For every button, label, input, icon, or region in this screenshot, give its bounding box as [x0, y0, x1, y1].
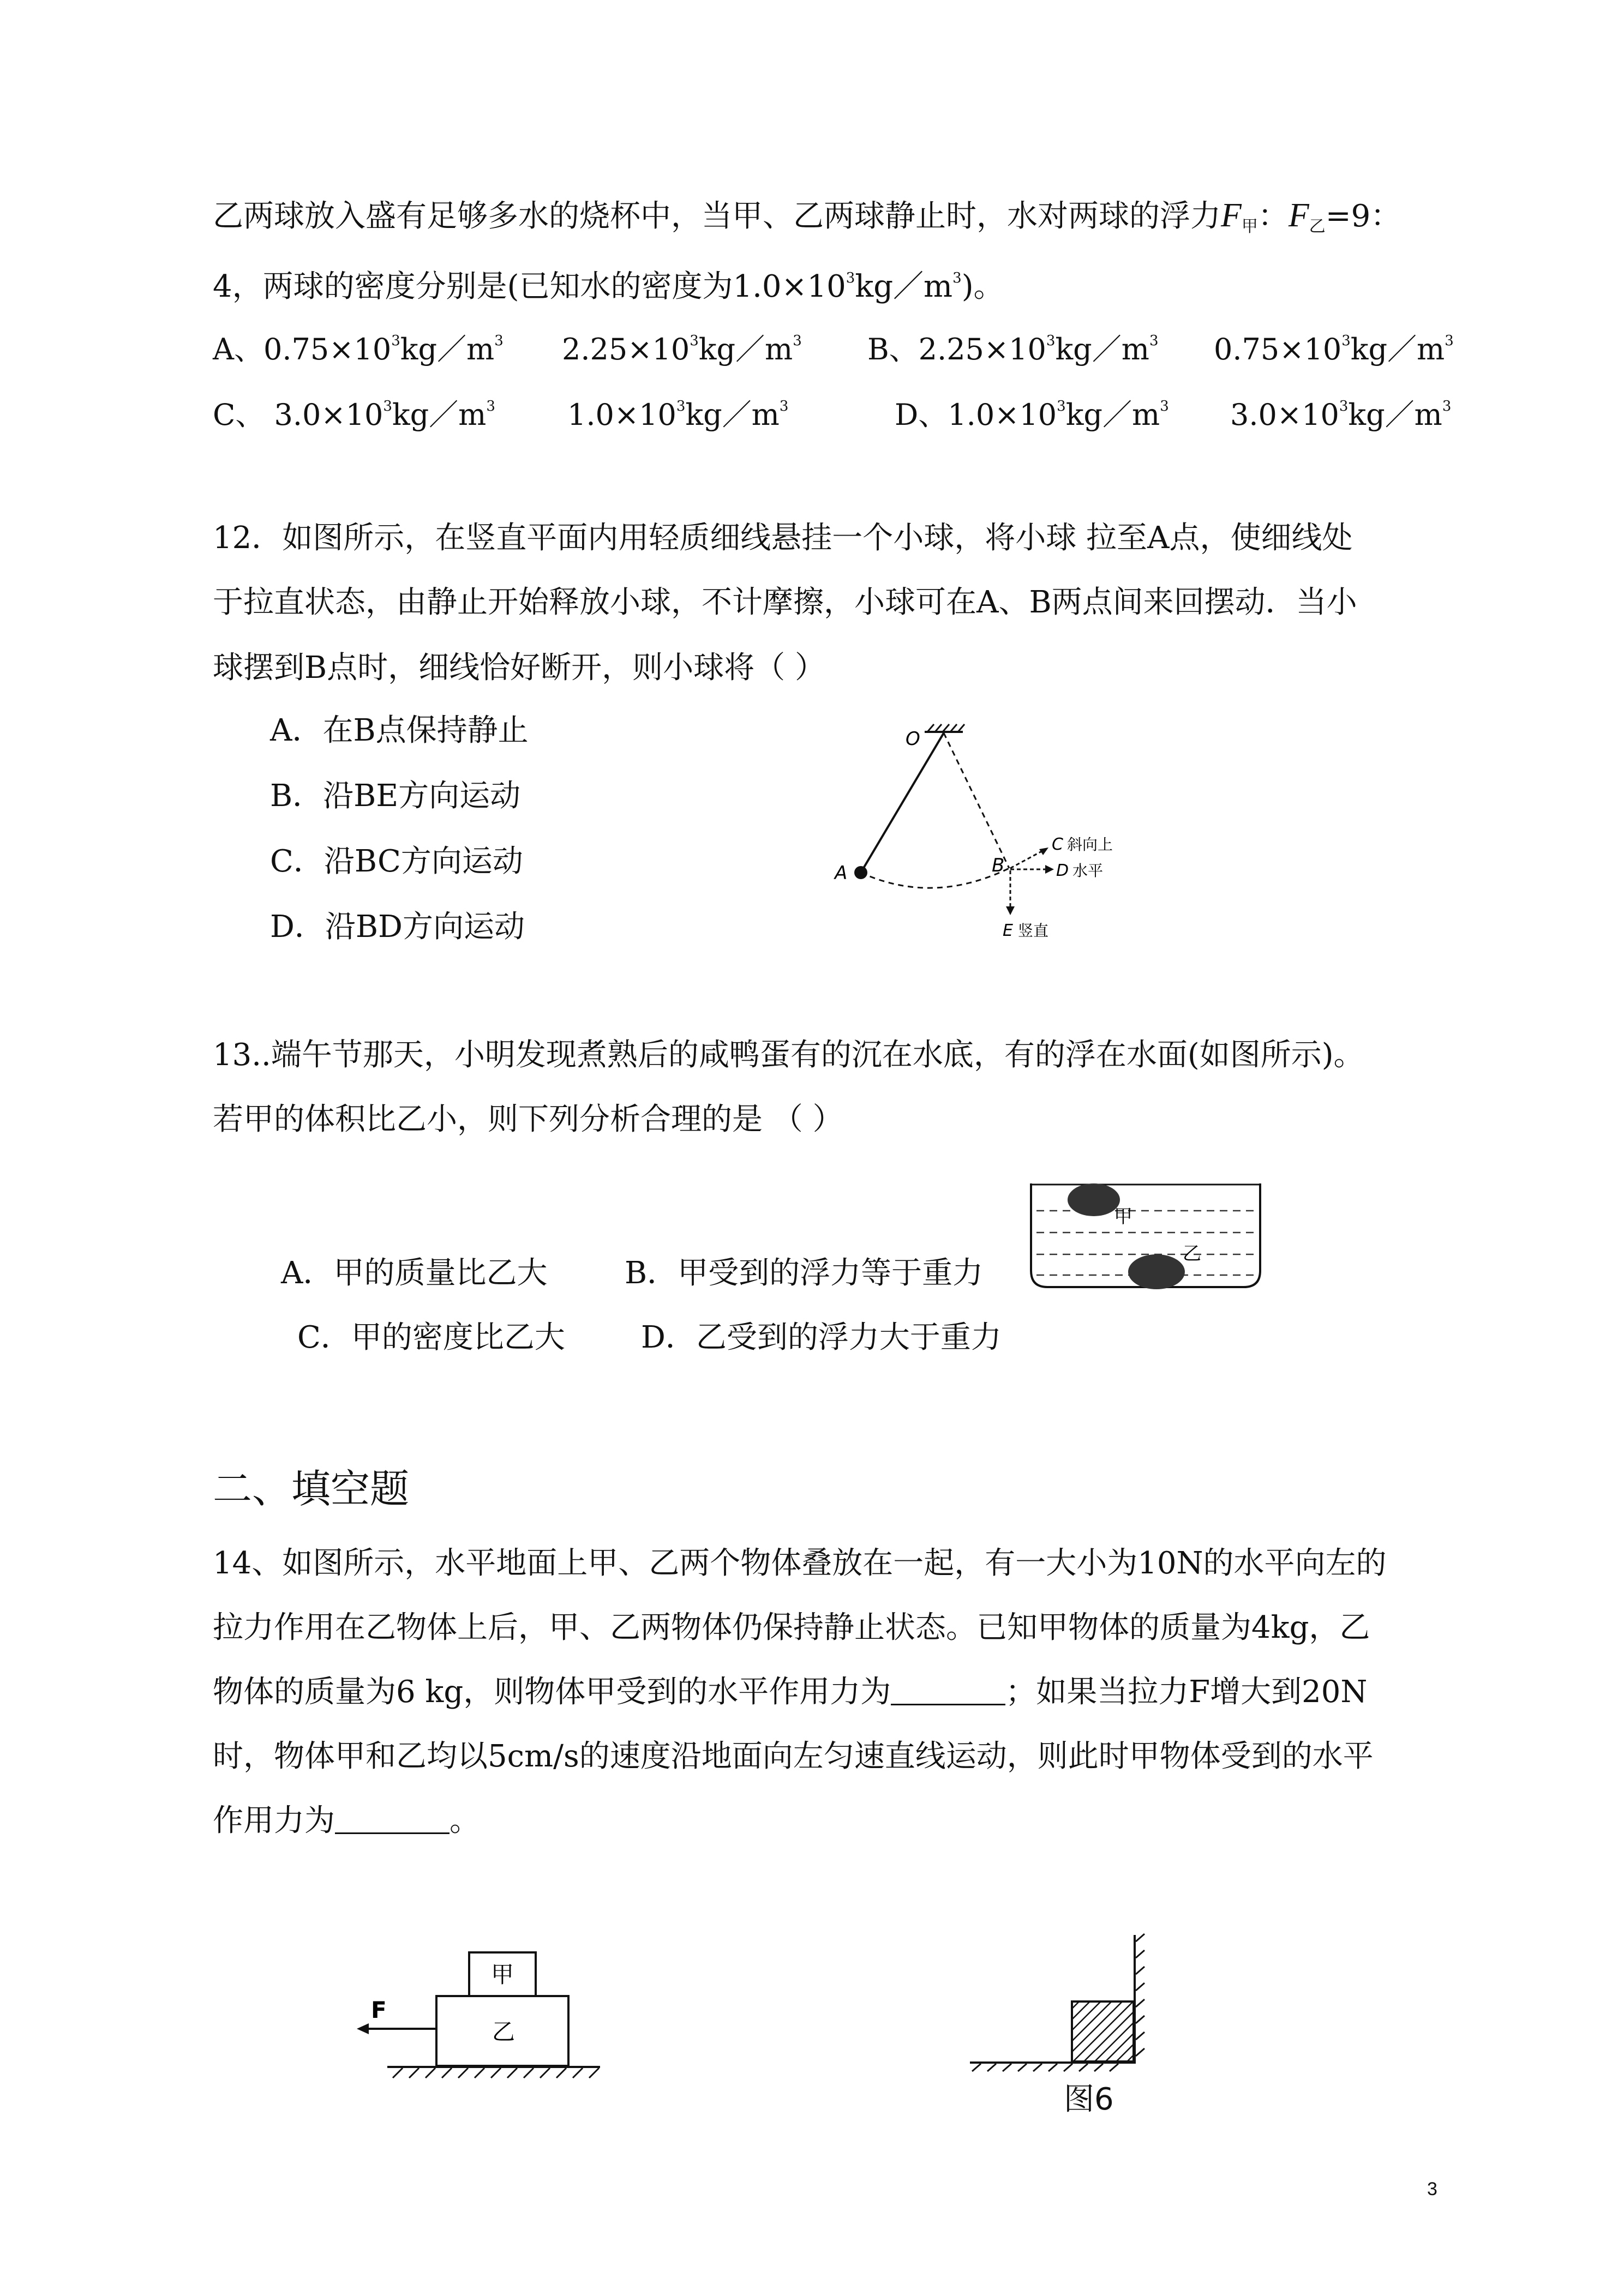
page-number: 3	[1427, 2179, 1437, 2199]
q13-option-a: A．甲的质量比乙大	[281, 1255, 548, 1291]
q14-line-2: 拉力作用在乙物体上后，甲、乙两物体仍保持静止状态。已知甲物体的质量为4kg，乙	[213, 1610, 1370, 1645]
label-b: B	[992, 855, 1005, 876]
q11-line-1: 乙两球放入盛有足够多水的烧杯中，当甲、乙两球静止时，水对两球的浮力$F_甲$：$F_乙=9$：	[213, 197, 1401, 236]
q11-line-2: 4，两球的密度分别是(已知水的密度为$1.0\times 10^3kg/m^3$)。	[213, 269, 1004, 304]
stacked-blocks-figure	[338, 1931, 644, 2094]
ball-icon	[854, 866, 867, 879]
force-arrow-icon	[357, 2023, 369, 2034]
q12-option-c: C．沿BC方向运动	[270, 844, 523, 879]
label-jia: 甲	[1114, 1206, 1132, 1228]
q11-option-b: B、$2.25\times 10^3kg/m^3$	[867, 332, 1159, 366]
q14-line-1: 14、如图所示，水平地面上甲、乙两个物体叠放在一起，有一大小为10N的水平向左的	[213, 1546, 1387, 1581]
q14-line-5: 作用力为 。	[213, 1803, 480, 1838]
q11-option-b-2: $0.75\times 10^3kg/m^3$	[1214, 332, 1454, 366]
section-heading: 二、填空题	[213, 1466, 410, 1512]
q13-option-b: B．甲受到的浮力等于重力	[625, 1255, 984, 1291]
label-yi: 乙	[1183, 1243, 1201, 1265]
answer-blank-1[interactable]	[891, 1676, 1005, 1705]
label-c-text: 斜向上	[1067, 836, 1113, 854]
q11-option-a-2: $2.25\times 10^3kg/m^3$	[562, 332, 802, 366]
label-f: F	[371, 1997, 387, 2023]
q11-option-c: C、 $3.0\times 10^3kg/m^3$	[213, 398, 495, 432]
q14-line-4: 时，物体甲和乙均以5cm/s的速度沿地面向左匀速直线运动，则此时甲物体受到的水平	[213, 1739, 1374, 1774]
q11-option-d: D、$1.0\times 10^3kg/m^3$	[895, 398, 1169, 432]
label-e-text: 竖直	[1018, 922, 1049, 940]
label-o: O	[906, 728, 920, 750]
label-yi-block: 乙	[492, 2018, 516, 2045]
label-jia-block: 甲	[491, 1961, 514, 1988]
egg-yi-icon	[1128, 1254, 1185, 1289]
q13-option-d: D．乙受到的浮力大于重力	[641, 1320, 1002, 1355]
q12-option-b: B．沿BE方向运动	[270, 778, 521, 814]
q12-line-2: 于拉直状态，由静止开始释放小球，不计摩擦，小球可在A、B两点间来回摆动．当小	[213, 585, 1357, 620]
label-d-text: 水平	[1072, 862, 1104, 880]
answer-blank-2[interactable]	[335, 1805, 450, 1834]
q12-option-a: A．在B点保持静止	[270, 713, 529, 748]
label-a: A	[835, 862, 848, 884]
q11-option-d-2: $3.0\times 10^3kg/m^3$	[1230, 398, 1452, 432]
q11-option-c-2: $1.0\times 10^3kg/m^3$	[567, 398, 789, 432]
figure-6-caption: 图6	[1064, 2082, 1114, 2117]
q12-line-3: 球摆到B点时，细线恰好断开，则小球将（ ）	[213, 650, 825, 686]
label-c: C	[1052, 835, 1063, 854]
q12-line-1: 12．如图所示，在竖直平面内用轻质细线悬挂一个小球，将小球 拉至A点，使细线处	[213, 520, 1353, 556]
q13-line-2: 若甲的体积比乙小，则下列分析合理的是 （ ）	[213, 1102, 843, 1137]
hatched-block	[1072, 2002, 1134, 2061]
q14-line-3: 物体的质量为6 kg，则物体甲受到的水平作用力为 ；如果当拉力F增大到20N	[213, 1674, 1368, 1710]
q13-line-1: 13..端午节那天，小明发现煮熟后的咸鸭蛋有的沉在水底，有的浮在水面(如图所示)。	[213, 1037, 1364, 1073]
q13-option-c: C．甲的密度比乙大	[297, 1320, 565, 1355]
label-e: E	[1003, 921, 1013, 940]
figure-6	[966, 1920, 1184, 2100]
egg-jia-icon	[1068, 1183, 1120, 1216]
q11-option-a: A、$0.75\times 10^3kg/m^3$	[213, 332, 504, 366]
q12-option-d: D．沿BD方向运动	[270, 909, 525, 945]
pendulum-figure	[818, 709, 1178, 960]
label-d: D	[1056, 861, 1069, 880]
eggs-beaker-figure	[993, 1151, 1298, 1314]
